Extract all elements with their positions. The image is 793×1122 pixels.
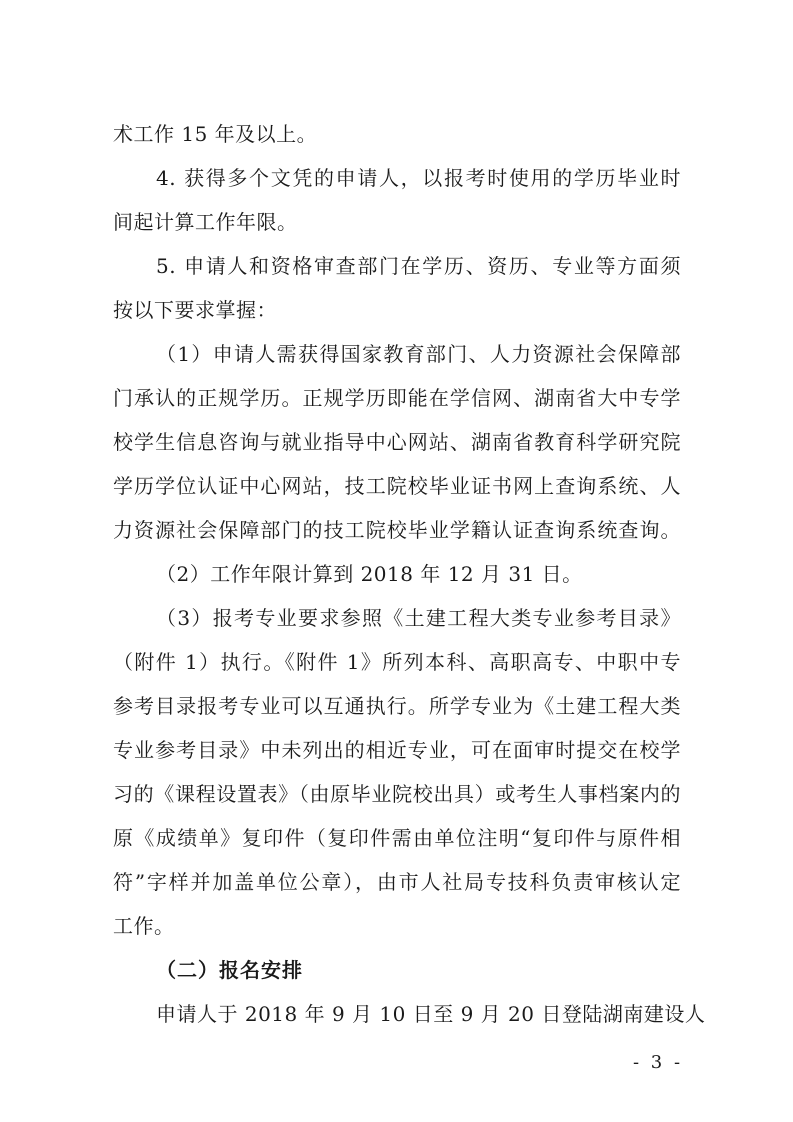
text-line-17: 原《成绩单》复印件（复印件需由单位注明“复印件与原件相 <box>113 826 681 850</box>
text-line-10: 力资源社会保障部门的技工院校毕业学籍认证查询系统查询。 <box>113 518 681 542</box>
text-line-7: 门承认的正规学历。正规学历即能在学信网、湖南省大中专学 <box>113 386 681 410</box>
text-line-18: 符”字样并加盖单位公章），由市人社局专技科负责审核认定 <box>113 870 681 894</box>
text-line-2: 4. 获得多个文凭的申请人，以报考时使用的学历毕业时 <box>156 166 681 190</box>
text-line-1: 术工作 15 年及以上。 <box>113 122 318 146</box>
text-line-8: 校学生信息咨询与就业指导中心网站、湖南省教育科学研究院 <box>113 430 681 454</box>
text-line-3: 间起计算工作年限。 <box>113 210 298 234</box>
text-line-15: 专业参考目录》中未列出的相近专业，可在面审时提交在校学 <box>113 738 681 762</box>
text-line-9: 学历学位认证中心网站，技工院校毕业证书网上查询系统、人 <box>113 474 681 498</box>
text-line-4: 5. 申请人和资格审查部门在学历、资历、专业等方面须 <box>156 254 681 278</box>
text-line-14: 参考目录报考专业可以互通执行。所学专业为《土建工程大类 <box>113 694 681 718</box>
text-line-16: 习的《课程设置表》（由原毕业院校出具）或考生人事档案内的 <box>113 782 681 806</box>
text-line-12: （3）报考专业要求参照《土建工程大类专业参考目录》 <box>156 606 681 630</box>
text-line-19: 工作。 <box>113 914 175 938</box>
text-line-13: （附件 1）执行。《附件 1》所列本科、高职高专、中职中专 <box>113 650 681 674</box>
text-line-6: （1）申请人需获得国家教育部门、人力资源社会保障部 <box>156 342 681 366</box>
section-heading: （二）报名安排 <box>156 958 303 982</box>
page-number: - 3 - <box>633 1052 684 1073</box>
text-line-11: （2）工作年限计算到 2018 年 12 月 31 日。 <box>156 562 583 586</box>
text-line-5: 按以下要求掌握： <box>113 298 277 322</box>
text-line-21: 申请人于 2018 年 9 月 10 日至 9 月 20 日登陆湖南建设人 <box>156 1002 706 1026</box>
